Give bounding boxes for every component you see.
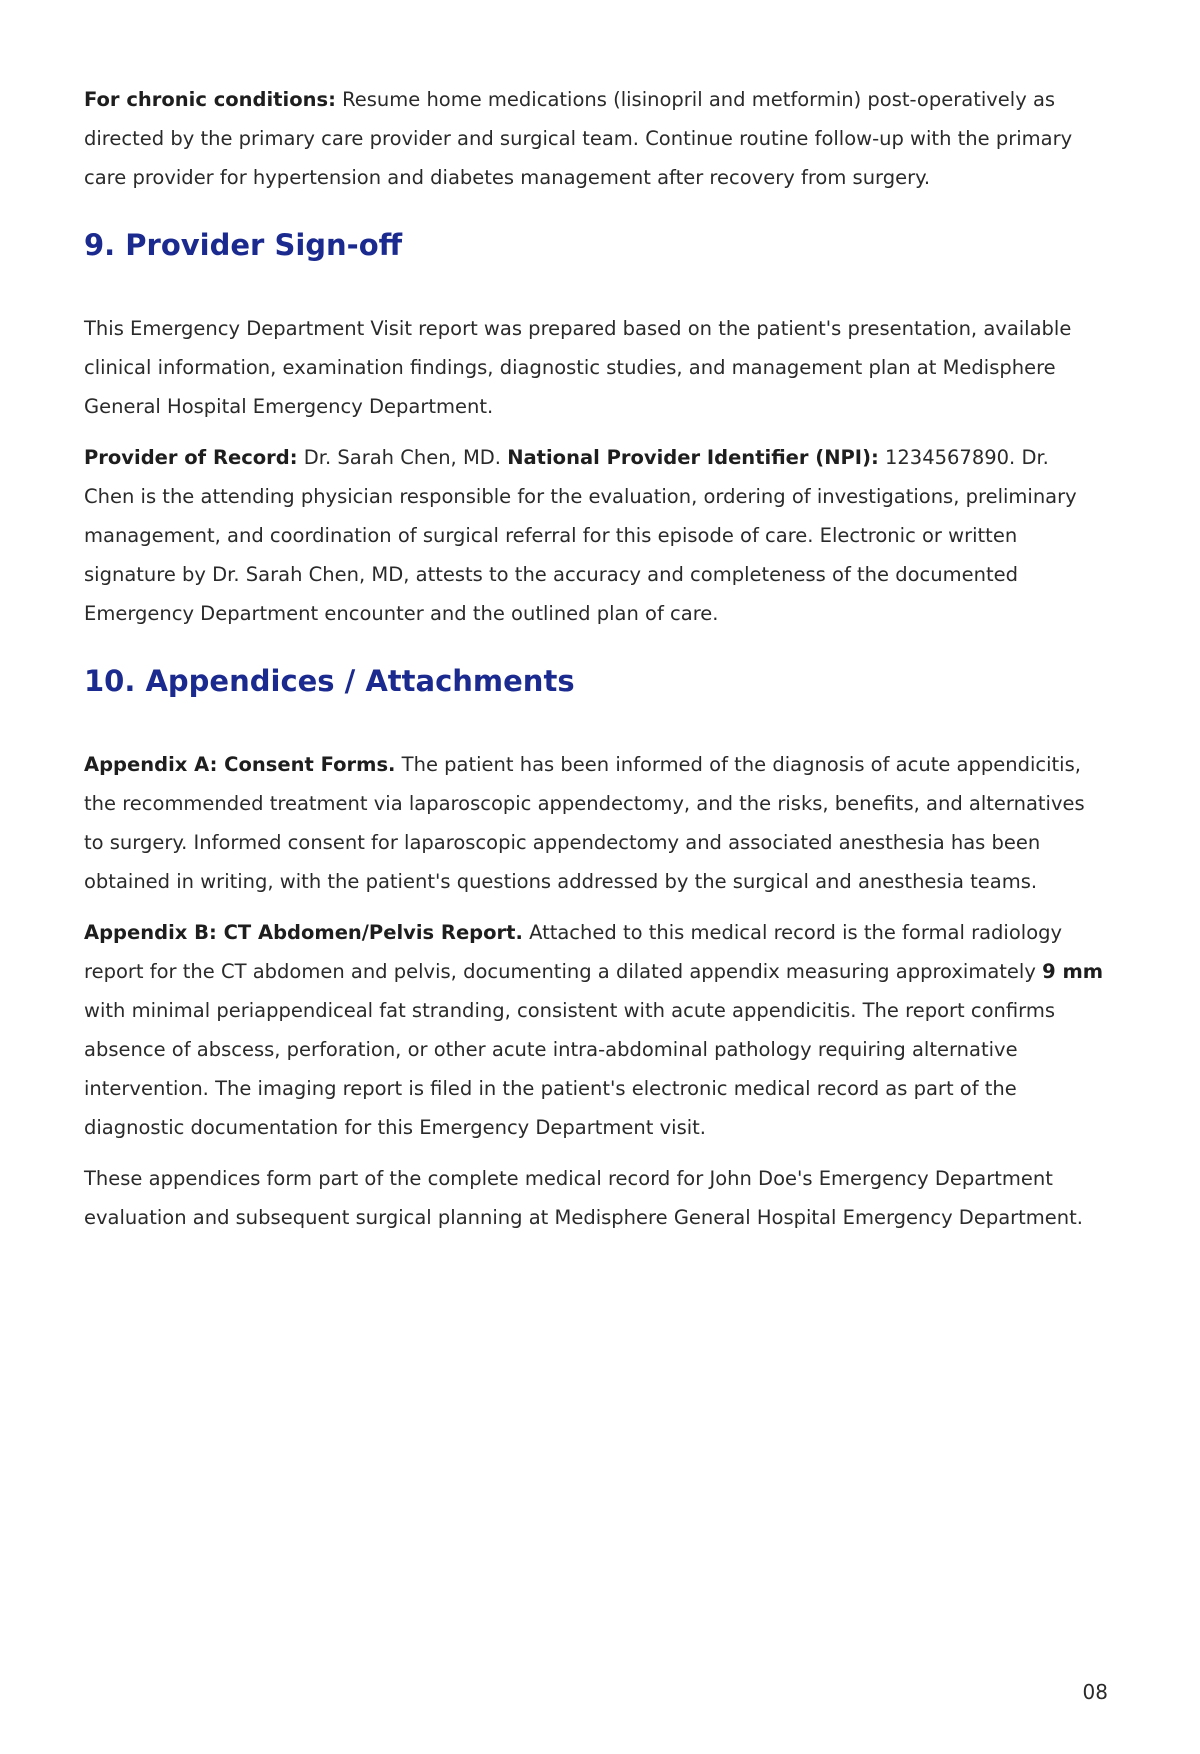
provider-name: Dr. Sarah Chen, MD. [297, 446, 508, 469]
sign-off-intro-paragraph: This Emergency Department Visit report was prepared based on the patient's presentation, available clinical information, examination findings, diagnostic studies, and management plan at Medisphere General Hospital Emergency Department. [84, 317, 1072, 418]
appendix-b-label: Appendix B: CT Abdomen/Pelvis Report. [84, 921, 523, 944]
appendix-b-text-2: with minimal periappendiceal fat stranding, consistent with acute appendicitis. The report confirms absence of abscess, perforation, or other acute intra-abdominal pathology requiring alternative intervention. The imaging report is filed in the patient's electronic medical record as part of the diagnostic documentation for this Emergency Department visit. [84, 999, 1055, 1139]
provider-of-record-paragraph [84, 438, 1104, 633]
document-page [84, 80, 1104, 1249]
appendix-a-text: The patient has been informed of the diagnosis of acute appendicitis, the recommended treatment via laparoscopic appendectomy, and the risks, benefits, and alternatives to surgery. Informed consent for laparoscopic appendectomy and associated anesthesia has been obtained in writing, with the patient's questions addressed by the surgical and anesthesia teams. [84, 753, 1085, 893]
provider-of-record-label: Provider of Record: [84, 446, 298, 469]
appendix-b-paragraph [84, 913, 1104, 1147]
section-9-heading: 9. Provider Sign-off [84, 228, 403, 262]
appendices-closing-paragraph: These appendices form part of the complete medical record for John Doe's Emergency Department evaluation and subsequent surgical planning at Medisphere General Hospital Emergency Department. [84, 1167, 1084, 1229]
appendix-a-paragraph [84, 745, 1104, 901]
npi-label: National Provider Identifier (NPI): [507, 446, 879, 469]
appendix-a-label: Appendix A: Consent Forms. [84, 753, 396, 776]
chronic-conditions-label: For chronic conditions: [84, 88, 336, 111]
page-number: 08 [1082, 1680, 1108, 1704]
npi-text: 1234567890. Dr. Chen is the attending physician responsible for the evaluation, ordering of investigations, preliminary management, and coordination of surgical referral for this episode of care. Electronic or written signature by Dr. Sarah Chen, MD, attests to the accuracy and completeness of the documented Emergency Department encounter and the outlined plan of care. [84, 446, 1077, 625]
chronic-conditions-text: Resume home medications (lisinopril and metformin) post-operatively as directed by the primary care provider and surgical team. Continue routine follow-up with the primary care provider for hypertension and diabetes management after recovery from surgery. [84, 88, 1073, 189]
appendix-b-text-1: Attached to this medical record is the formal radiology report for the CT abdomen and pelvis, documenting a dilated appendix measuring approximately [84, 921, 1063, 983]
section-10-heading: 10. Appendices / Attachments [84, 664, 575, 698]
chronic-conditions-paragraph [84, 80, 1104, 197]
appendix-measurement: 9 mm [1042, 960, 1104, 983]
